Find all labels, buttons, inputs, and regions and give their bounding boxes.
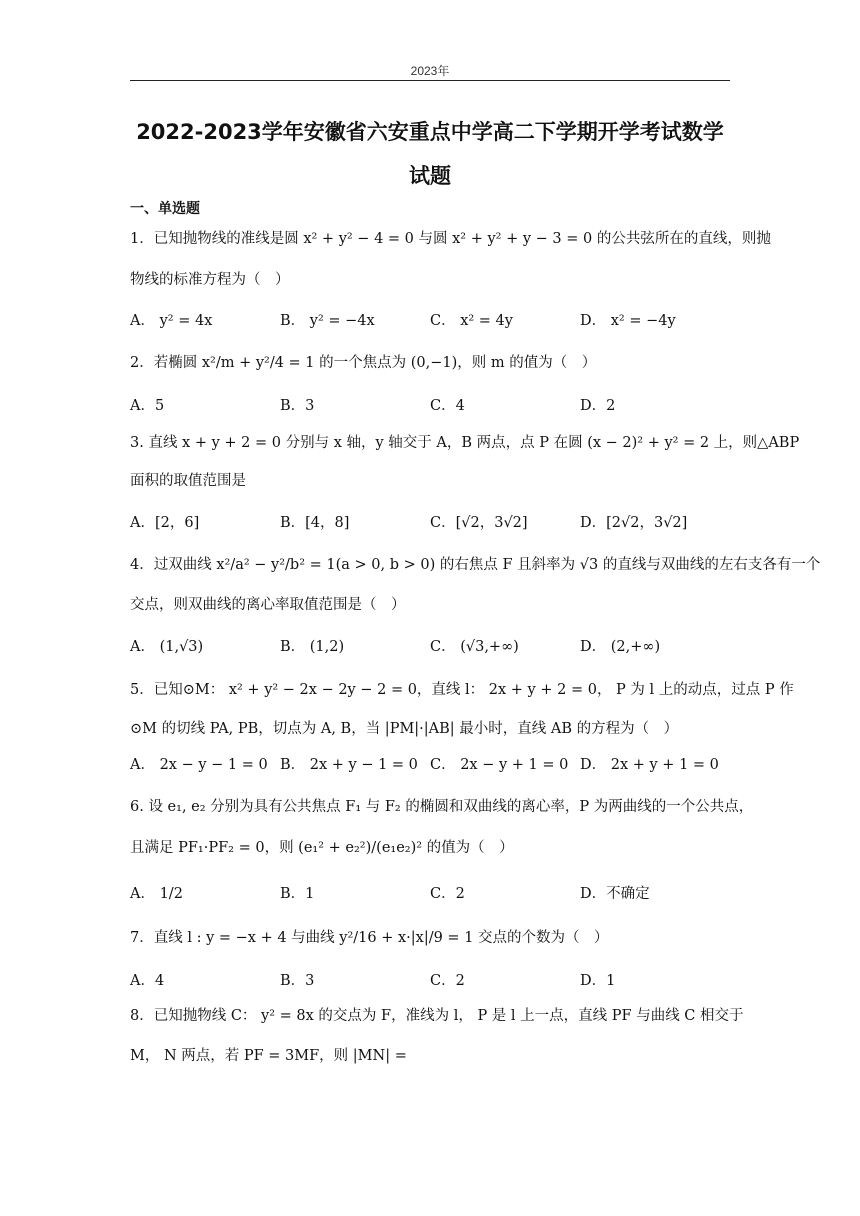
question-3-option-d: D．[2√2，3√2] bbox=[580, 515, 688, 531]
question-3-option-c: C．[√2，3√2] bbox=[430, 515, 528, 531]
question-6-option-c: C．2 bbox=[430, 886, 465, 902]
question-5-option-b: B． 2x + y − 1 = 0 bbox=[280, 757, 418, 773]
title-line-2: 试题 bbox=[409, 164, 451, 188]
question-5-line-1: 5．已知⊙M： x² + y² − 2x − 2y − 2 = 0，直线 l： 2x + y + 2 = 0， P 为 l 上的动点，过点 P 作 bbox=[130, 682, 794, 698]
question-3-option-a: A．[2，6] bbox=[130, 515, 200, 531]
question-6-option-a: A． 1/2 bbox=[130, 886, 183, 902]
question-4-line-1: 4．过双曲线 x²/a² − y²/b² = 1(a > 0, b > 0) 的右焦点 F 且斜率为 √3 的直线与双曲线的左右支各有一个 bbox=[130, 557, 821, 573]
question-2-option-c: C．4 bbox=[430, 398, 465, 414]
question-8-line-2: M， N 两点，若 PF = 3MF，则 |MN| = bbox=[130, 1048, 407, 1064]
question-8-line-1: 8．已知抛物线 C： y² = 8x 的交点为 F，准线为 l， P 是 l 上一点，直线 PF 与曲线 C 相交于 bbox=[130, 1008, 744, 1024]
question-1-option-c: C． x² = 4y bbox=[430, 313, 513, 329]
question-6-option-d: D．不确定 bbox=[580, 886, 650, 902]
question-6-line-1: 6. 设 e₁, e₂ 分别为具有公共焦点 F₁ 与 F₂ 的椭圆和双曲线的离心率，P 为两曲线的一个公共点， bbox=[130, 799, 754, 815]
question-3-option-b: B．[4，8] bbox=[280, 515, 350, 531]
question-7-option-a: A．4 bbox=[130, 973, 165, 989]
question-4-option-b: B． (1,2) bbox=[280, 639, 345, 655]
question-1-line-1: 1．已知抛物线的准线是圆 x² + y² − 4 = 0 与圆 x² + y² + y − 3 = 0 的公共弦所在的直线，则抛 bbox=[130, 231, 771, 247]
question-7-line-1: 7．直线 l : y = −x + 4 与曲线 y²/16 + x·|x|/9 = 1 交点的个数为（ ） bbox=[130, 930, 609, 946]
question-4-option-c: C． (√3,+∞) bbox=[430, 639, 519, 655]
question-1-line-2: 物线的标准方程为（ ） bbox=[130, 272, 290, 288]
question-2-option-d: D．2 bbox=[580, 398, 616, 414]
question-5-option-d: D． 2x + y + 1 = 0 bbox=[580, 757, 719, 773]
question-4-option-d: D． (2,+∞) bbox=[580, 639, 661, 655]
question-2-option-b: B．3 bbox=[280, 398, 315, 414]
question-4-option-a: A． (1,√3) bbox=[130, 639, 204, 655]
question-1-option-b: B． y² = −4x bbox=[280, 313, 375, 329]
question-3-line-2: 面积的取值范围是 bbox=[130, 473, 246, 489]
page-header: 2023年 bbox=[410, 64, 450, 78]
question-1-option-a: A． y² = 4x bbox=[130, 313, 213, 329]
question-2-line-1: 2．若椭圆 x²/m + y²/4 = 1 的一个焦点为 (0,−1)，则 m 的值为（ ） bbox=[130, 355, 597, 371]
question-4-line-2: 交点，则双曲线的离心率取值范围是（ ） bbox=[130, 597, 406, 613]
section-heading: 一、单选题 bbox=[130, 201, 200, 217]
header-rule bbox=[130, 80, 730, 81]
question-6-option-b: B．1 bbox=[280, 886, 315, 902]
question-7-option-b: B．3 bbox=[280, 973, 315, 989]
question-6-line-2: 且满足 PF₁·PF₂ = 0，则 (e₁² + e₂²)/(e₁e₂)² 的值为（ ） bbox=[130, 840, 514, 856]
question-5-option-c: C． 2x − y + 1 = 0 bbox=[430, 757, 569, 773]
question-5-line-2: ⊙M 的切线 PA, PB，切点为 A, B，当 |PM|·|AB| 最小时，直线 AB 的方程为（ ） bbox=[130, 721, 679, 737]
question-7-option-c: C．2 bbox=[430, 973, 465, 989]
title-line-1: 2022-2023学年安徽省六安重点中学高二下学期开学考试数学 bbox=[136, 120, 724, 144]
question-3-line-1: 3. 直线 x + y + 2 = 0 分别与 x 轴，y 轴交于 A，B 两点，点 P 在圆 (x − 2)² + y² = 2 上，则△ABP bbox=[130, 435, 800, 451]
question-7-option-d: D．1 bbox=[580, 973, 616, 989]
question-1-option-d: D． x² = −4y bbox=[580, 313, 676, 329]
question-5-option-a: A． 2x − y − 1 = 0 bbox=[130, 757, 268, 773]
question-2-option-a: A．5 bbox=[130, 398, 165, 414]
